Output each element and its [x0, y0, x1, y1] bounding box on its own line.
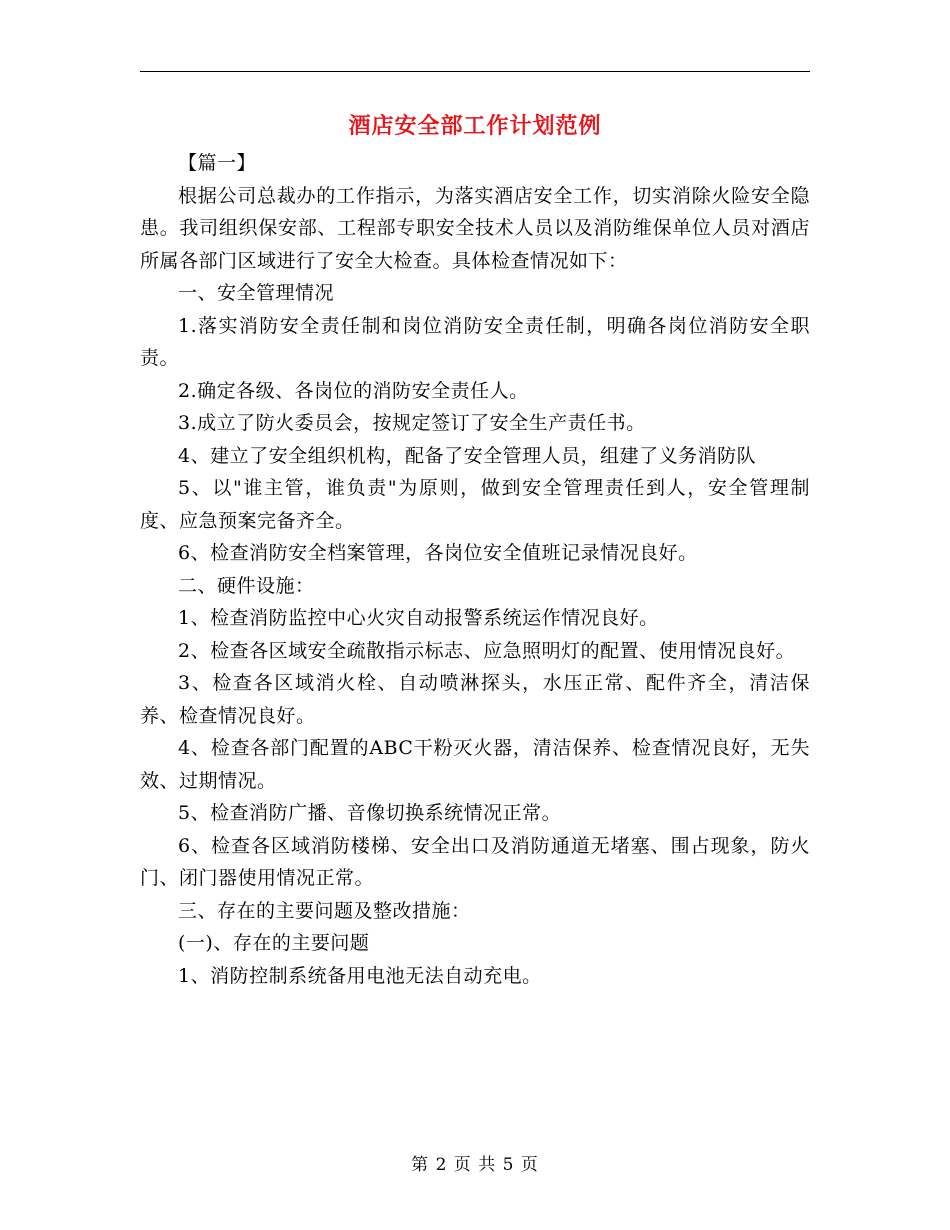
- paragraph: 2、检查各区域安全疏散指示标志、应急照明灯的配置、使用情况良好。: [178, 639, 796, 662]
- paragraph: 3、检查各区域消火栓、自动喷淋探头，水压正常、配件齐全，清洁保养、检查情况良好。: [140, 672, 810, 727]
- section-heading: 二、硬件设施：: [178, 574, 315, 597]
- section-heading: 三、存在的主要问题及整改措施：: [178, 899, 471, 922]
- paragraph: 4、检查各部门配置的ABC干粉灭火器，清洁保养、检查情况良好，无失效、过期情况。: [140, 737, 810, 792]
- paragraph: 根据公司总裁办的工作指示，为落实酒店安全工作，切实消除火险安全隐患。我司组织保安部、工程部专职安全技术人员以及消防维保单位人员对酒店所属各部门区域进行了安全大检查。具体检查情况如下：: [140, 184, 810, 272]
- paragraph: 1、检查消防监控中心火灾自动报警系统运作情况良好。: [178, 607, 659, 629]
- document-body: [140, 147, 810, 992]
- page-number-footer: 第 2 页 共 5 页: [411, 1155, 539, 1175]
- paragraph: 6、检查消防安全档案管理，各岗位安全值班记录情况良好。: [178, 542, 698, 564]
- paragraph: 5、检查消防广播、音像切换系统情况正常。: [178, 802, 562, 824]
- paragraph: 6、检查各区域消防楼梯、安全出口及消防通道无堵塞、围占现象，防火门、闭门器使用情况正常。: [140, 834, 810, 889]
- paragraph: 3.成立了防火委员会，按规定签订了安全生产责任书。: [178, 412, 646, 434]
- paragraph: 4、建立了安全组织机构，配备了安全管理人员，组建了义务消防队: [178, 444, 757, 467]
- document-title: 酒店安全部工作计划范例: [348, 113, 602, 139]
- paragraph: 2.确定各级、各岗位的消防安全责任人。: [178, 379, 529, 402]
- paragraph: 1.落实消防安全责任制和岗位消防安全责任制，明确各岗位消防安全职责。: [140, 314, 810, 369]
- section-heading: 一、安全管理情况: [178, 282, 335, 304]
- subsection-heading: (一)、存在的主要问题: [178, 932, 370, 954]
- paragraph: 1、消防控制系统备用电池无法自动充电。: [178, 964, 542, 987]
- header-rule: [140, 71, 810, 72]
- paragraph: 【篇一】: [178, 152, 257, 174]
- paragraph: 5、以"谁主管，谁负责"为原则，做到安全管理责任到人，安全管理制度、应急预案完备齐全。: [140, 477, 810, 532]
